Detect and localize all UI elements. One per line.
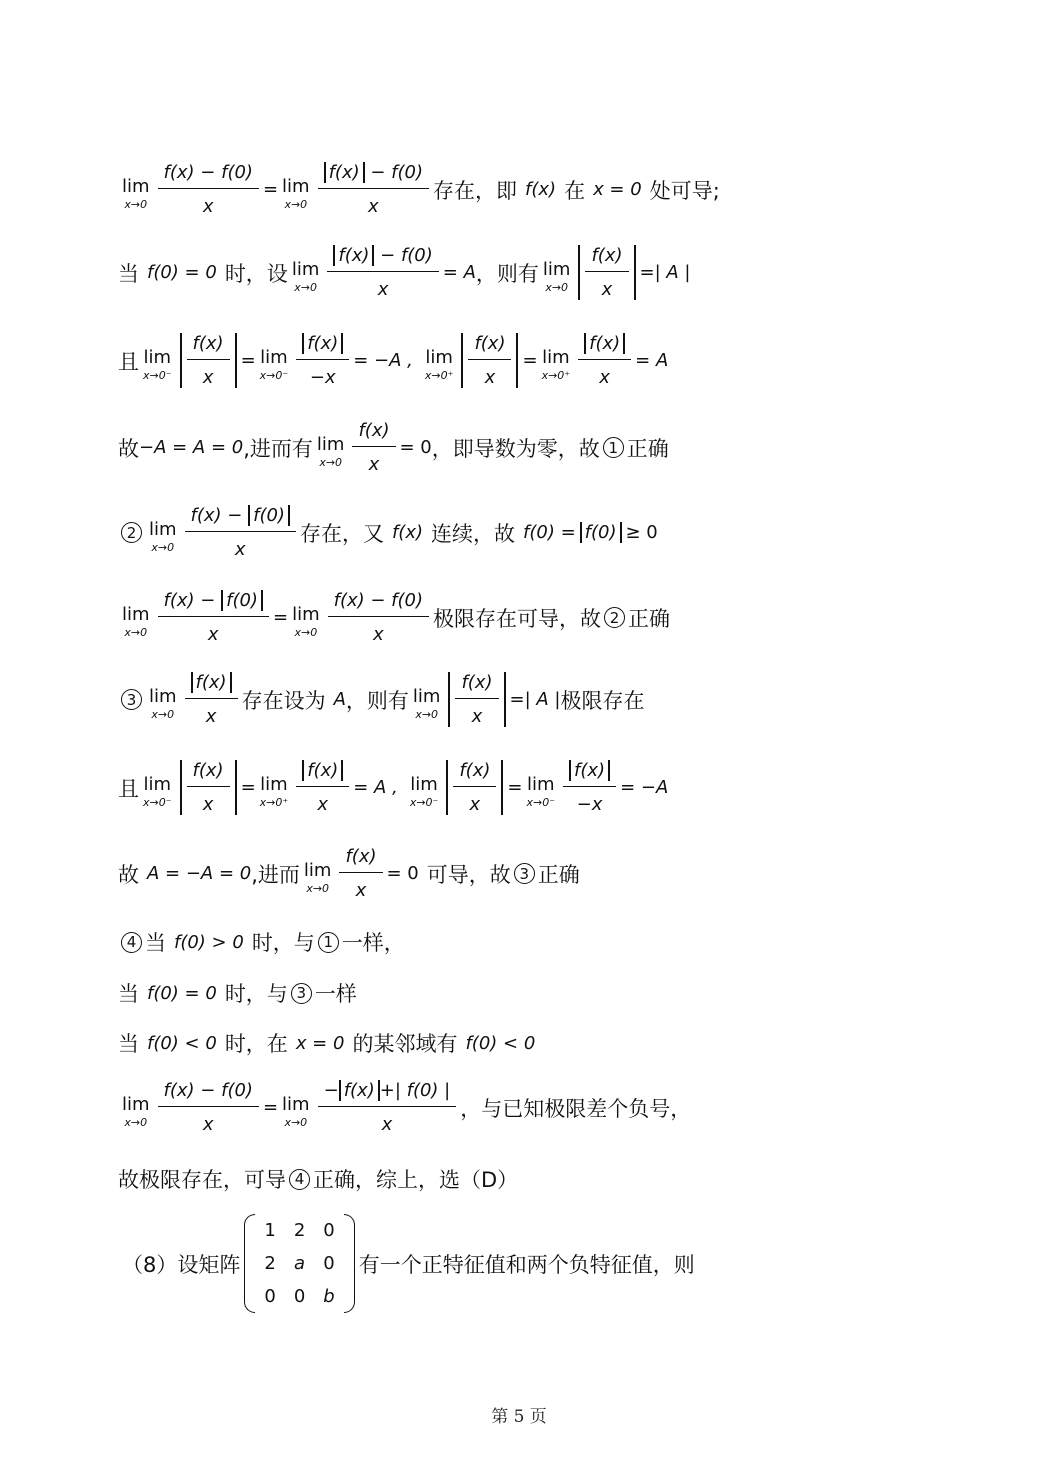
limit: lim x→0 xyxy=(122,175,150,211)
limit: lim x→0 xyxy=(282,175,310,211)
matrix: 1 2 0 2 a 0 0 0 b xyxy=(244,1214,354,1313)
derivation-line-11: 当 f(0) = 0 时，与 3 一样 xyxy=(118,982,357,1006)
derivation-line-5: 2 lim x→0 $\frac{f(x) - f(0)}{x}$ 存在，又 f(x) 连续，故 f(0) = f(0) ≥ 0 xyxy=(118,505,658,560)
circled-number: 3 xyxy=(291,983,312,1004)
derivation-line-9: 故 A = −A = 0 ,进而 lim x→0 $\frac{f(x)}{x}$ = 0 可导，故 3 正确 xyxy=(118,846,580,901)
circled-number: 1 xyxy=(603,437,624,458)
derivation-line-8: 且 lim x→0⁻ $\frac{f(x)}{x}$ = lim x→0⁺ $\frac{f(x)}{x}$ = A , lim x→0⁻ $\frac{f(x)}{x}$ = lim x→0⁻ $\frac{f(x)}{-x}$ = −A xyxy=(118,760,669,815)
question-8: （8）设矩阵 1 2 0 2 a 0 0 0 b 有一个正特征值和两个负特征值，则 xyxy=(122,1214,695,1313)
fraction: $\frac{f(x) - f(0)}{x}$ xyxy=(318,162,429,217)
circled-number: 2 xyxy=(121,522,142,543)
derivation-line-14: 故极限存在，可导 4 正确，综上，选（D） xyxy=(118,1168,519,1192)
page-number: 第 5 页 xyxy=(491,1407,547,1427)
circled-number: 3 xyxy=(121,689,142,710)
derivation-line-3: 且 lim x→0⁻ $\frac{f(x)}{x}$ = lim x→0⁻ $\frac{f(x)}{-x}$ = −A , lim x→0⁺ $\frac{f(x)}{x}$ = lim x→0⁺ $\frac{f(x)}{x}$ = A xyxy=(118,333,669,388)
derivation-line-1: lim x→0 $\frac{f(x) - f(0)}{x}$ = lim x→0 $\frac{f(x) - f(0)}{x}$ 存在，即 f(x) 在 x = 0 处可导; xyxy=(122,162,720,217)
derivation-line-12: 当 f(0) < 0 时，在 x = 0 的某邻域有 f(0) < 0 xyxy=(118,1032,536,1056)
derivation-line-4: 故 −A = A = 0 ,进而有 lim x→0 $\frac{f(x)}{x}$ = 0 ，即导数为零，故 1 正确 xyxy=(118,420,669,475)
derivation-line-7: 3 lim x→0 $\frac{f(x)}{x}$ 存在设为 A ，则有 lim x→0 $\frac{f(x)}{x}$ =| A | 极限存在 xyxy=(118,672,644,727)
derivation-line-10: 4 当 f(0) > 0 时，与 1 一样， xyxy=(118,927,405,957)
circled-number: 3 xyxy=(514,863,535,884)
circled-number: 2 xyxy=(604,607,625,628)
derivation-line-2: 当 f(0) = 0 时，设 lim x→0 $\frac{f(x) - f(0)}{x}$ = A ，则有 lim x→0 $\frac{f(x)}{x}$ =| A | xyxy=(118,245,691,300)
circled-number: 4 xyxy=(289,1169,310,1190)
derivation-line-13: lim x→0 $\frac{f(x) - f(0)}{x}$ = lim x→0 $\frac{- f(x) +| f(0) |}{x}$ ，与已知极限差个负号， xyxy=(122,1080,692,1135)
circled-number: 1 xyxy=(318,932,339,953)
circled-number: 4 xyxy=(121,932,142,953)
fraction: $\frac{f(x) - f(0)}{x}$ xyxy=(158,162,259,217)
derivation-line-6: lim x→0 $\frac{f(x) - f(0)}{x}$ = lim x→0 $\frac{f(x) - f(0)}{x}$ 极限存在可导，故 2 正确 xyxy=(122,590,671,645)
